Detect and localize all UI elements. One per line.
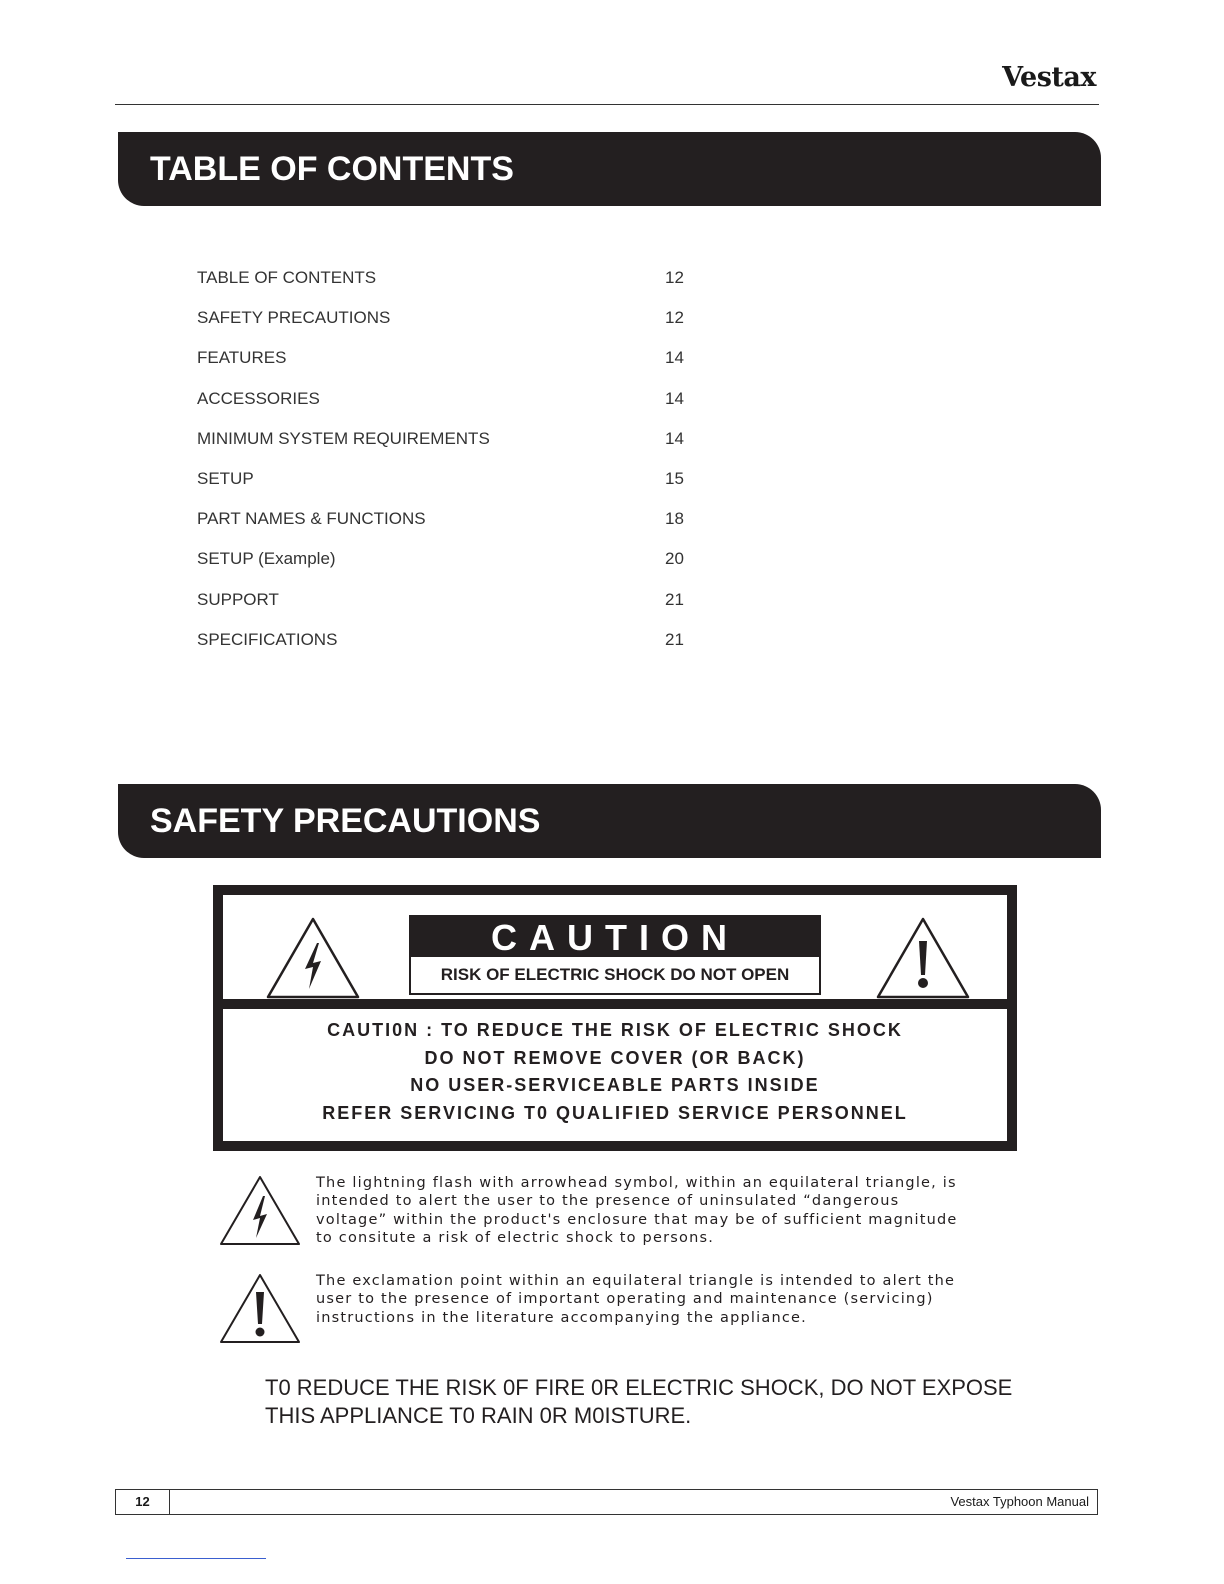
caution-panel bbox=[213, 885, 1017, 1151]
toc-entry-page: 14 bbox=[665, 428, 684, 448]
toc-entry-label: FEATURES bbox=[197, 348, 287, 368]
page-footer bbox=[115, 1489, 1098, 1515]
toc-entry[interactable] bbox=[197, 509, 717, 549]
footer-link-rule bbox=[126, 1558, 266, 1559]
caution-line: REFER SERVICING T0 QUALIFIED SERVICE PERSONNEL bbox=[322, 1102, 908, 1123]
toc-entry-label: SPECIFICATIONS bbox=[197, 629, 338, 649]
caution-label-heading: CAUTION bbox=[411, 917, 819, 957]
safety-heading: SAFETY PRECAUTIONS bbox=[118, 784, 1101, 858]
toc-entry-label: SETUP (Example) bbox=[197, 549, 336, 569]
toc-entry[interactable] bbox=[197, 389, 717, 429]
caution-label-subheading: RISK OF ELECTRIC SHOCK DO NOT OPEN bbox=[440, 965, 790, 984]
caution-line: DO NOT REMOVE COVER (OR BACK) bbox=[424, 1047, 806, 1068]
toc-entry-label: MINIMUM SYSTEM REQUIREMENTS bbox=[197, 428, 490, 448]
toc-entry[interactable] bbox=[197, 549, 717, 589]
lightning-symbol-icon bbox=[218, 1174, 302, 1248]
toc-entry[interactable] bbox=[197, 469, 717, 509]
toc-heading: TABLE OF CONTENTS bbox=[118, 132, 1101, 206]
toc-entry-page: 21 bbox=[665, 629, 684, 649]
lightning-warning-icon bbox=[265, 915, 361, 1001]
toc-entry-label: ACCESSORIES bbox=[197, 388, 320, 408]
caution-line: NO USER-SERVICEABLE PARTS INSIDE bbox=[410, 1075, 820, 1095]
toc-entry[interactable] bbox=[197, 590, 717, 630]
header-rule bbox=[115, 104, 1099, 105]
brand-logo: Vestax bbox=[1002, 62, 1096, 93]
toc-entry-label: SUPPORT bbox=[197, 589, 279, 609]
toc-entry-label: SAFETY PRECAUTIONS bbox=[197, 308, 391, 328]
caution-line: CAUTI0N : TO REDUCE THE RISK OF ELECTRIC SHOCK bbox=[327, 1020, 903, 1040]
exclamation-explanation-text: The exclamation point within an equilateral triangle is intended to alert the user to the presence of important operating and maintenance (servicing) instructions in the literature accompanying the appliance. bbox=[316, 1273, 956, 1326]
toc-entry[interactable] bbox=[197, 630, 717, 670]
caution-label bbox=[409, 915, 821, 995]
toc-entry-page: 12 bbox=[665, 268, 684, 287]
toc-entry-page: 12 bbox=[665, 308, 684, 328]
page-number: 12 bbox=[116, 1490, 170, 1514]
caution-panel-top bbox=[223, 895, 1007, 999]
toc-entry-label: TABLE OF CONTENTS bbox=[197, 268, 377, 287]
toc-entry-label: SETUP bbox=[197, 468, 254, 488]
lightning-explanation-text: The lightning flash with arrowhead symbol, within an equilateral triangle, is intended to alert the user to the presence of uninsulated “dangerous voltage” within the product's enclosure that may be of sufficient magnitude to consitute a risk of electric shock to persons. bbox=[316, 1175, 958, 1246]
caution-panel-bottom bbox=[223, 1009, 1007, 1141]
toc-entry[interactable] bbox=[197, 308, 717, 348]
toc-entry-page: 21 bbox=[665, 589, 684, 609]
manual-title: Vestax Typhoon Manual bbox=[950, 1494, 1089, 1509]
toc-entry[interactable] bbox=[197, 348, 717, 388]
exclamation-symbol-icon bbox=[218, 1272, 302, 1346]
toc-list bbox=[197, 268, 717, 670]
toc-entry-page: 15 bbox=[665, 468, 684, 488]
toc-entry-page: 18 bbox=[665, 509, 684, 529]
toc-entry-label: PART NAMES & FUNCTIONS bbox=[197, 509, 426, 529]
toc-entry-page: 14 bbox=[665, 348, 684, 368]
moisture-warning: T0 REDUCE THE RISK 0F FIRE 0R ELECTRIC SHOCK, DO NOT EXPOSE THIS APPLIANCE T0 RAIN 0R M0ISTURE. bbox=[265, 1375, 1013, 1428]
toc-entry[interactable] bbox=[197, 268, 717, 308]
toc-entry-page: 14 bbox=[665, 388, 684, 408]
exclamation-warning-icon bbox=[875, 915, 971, 1001]
toc-entry-page: 20 bbox=[665, 549, 684, 569]
toc-entry[interactable] bbox=[197, 429, 717, 469]
